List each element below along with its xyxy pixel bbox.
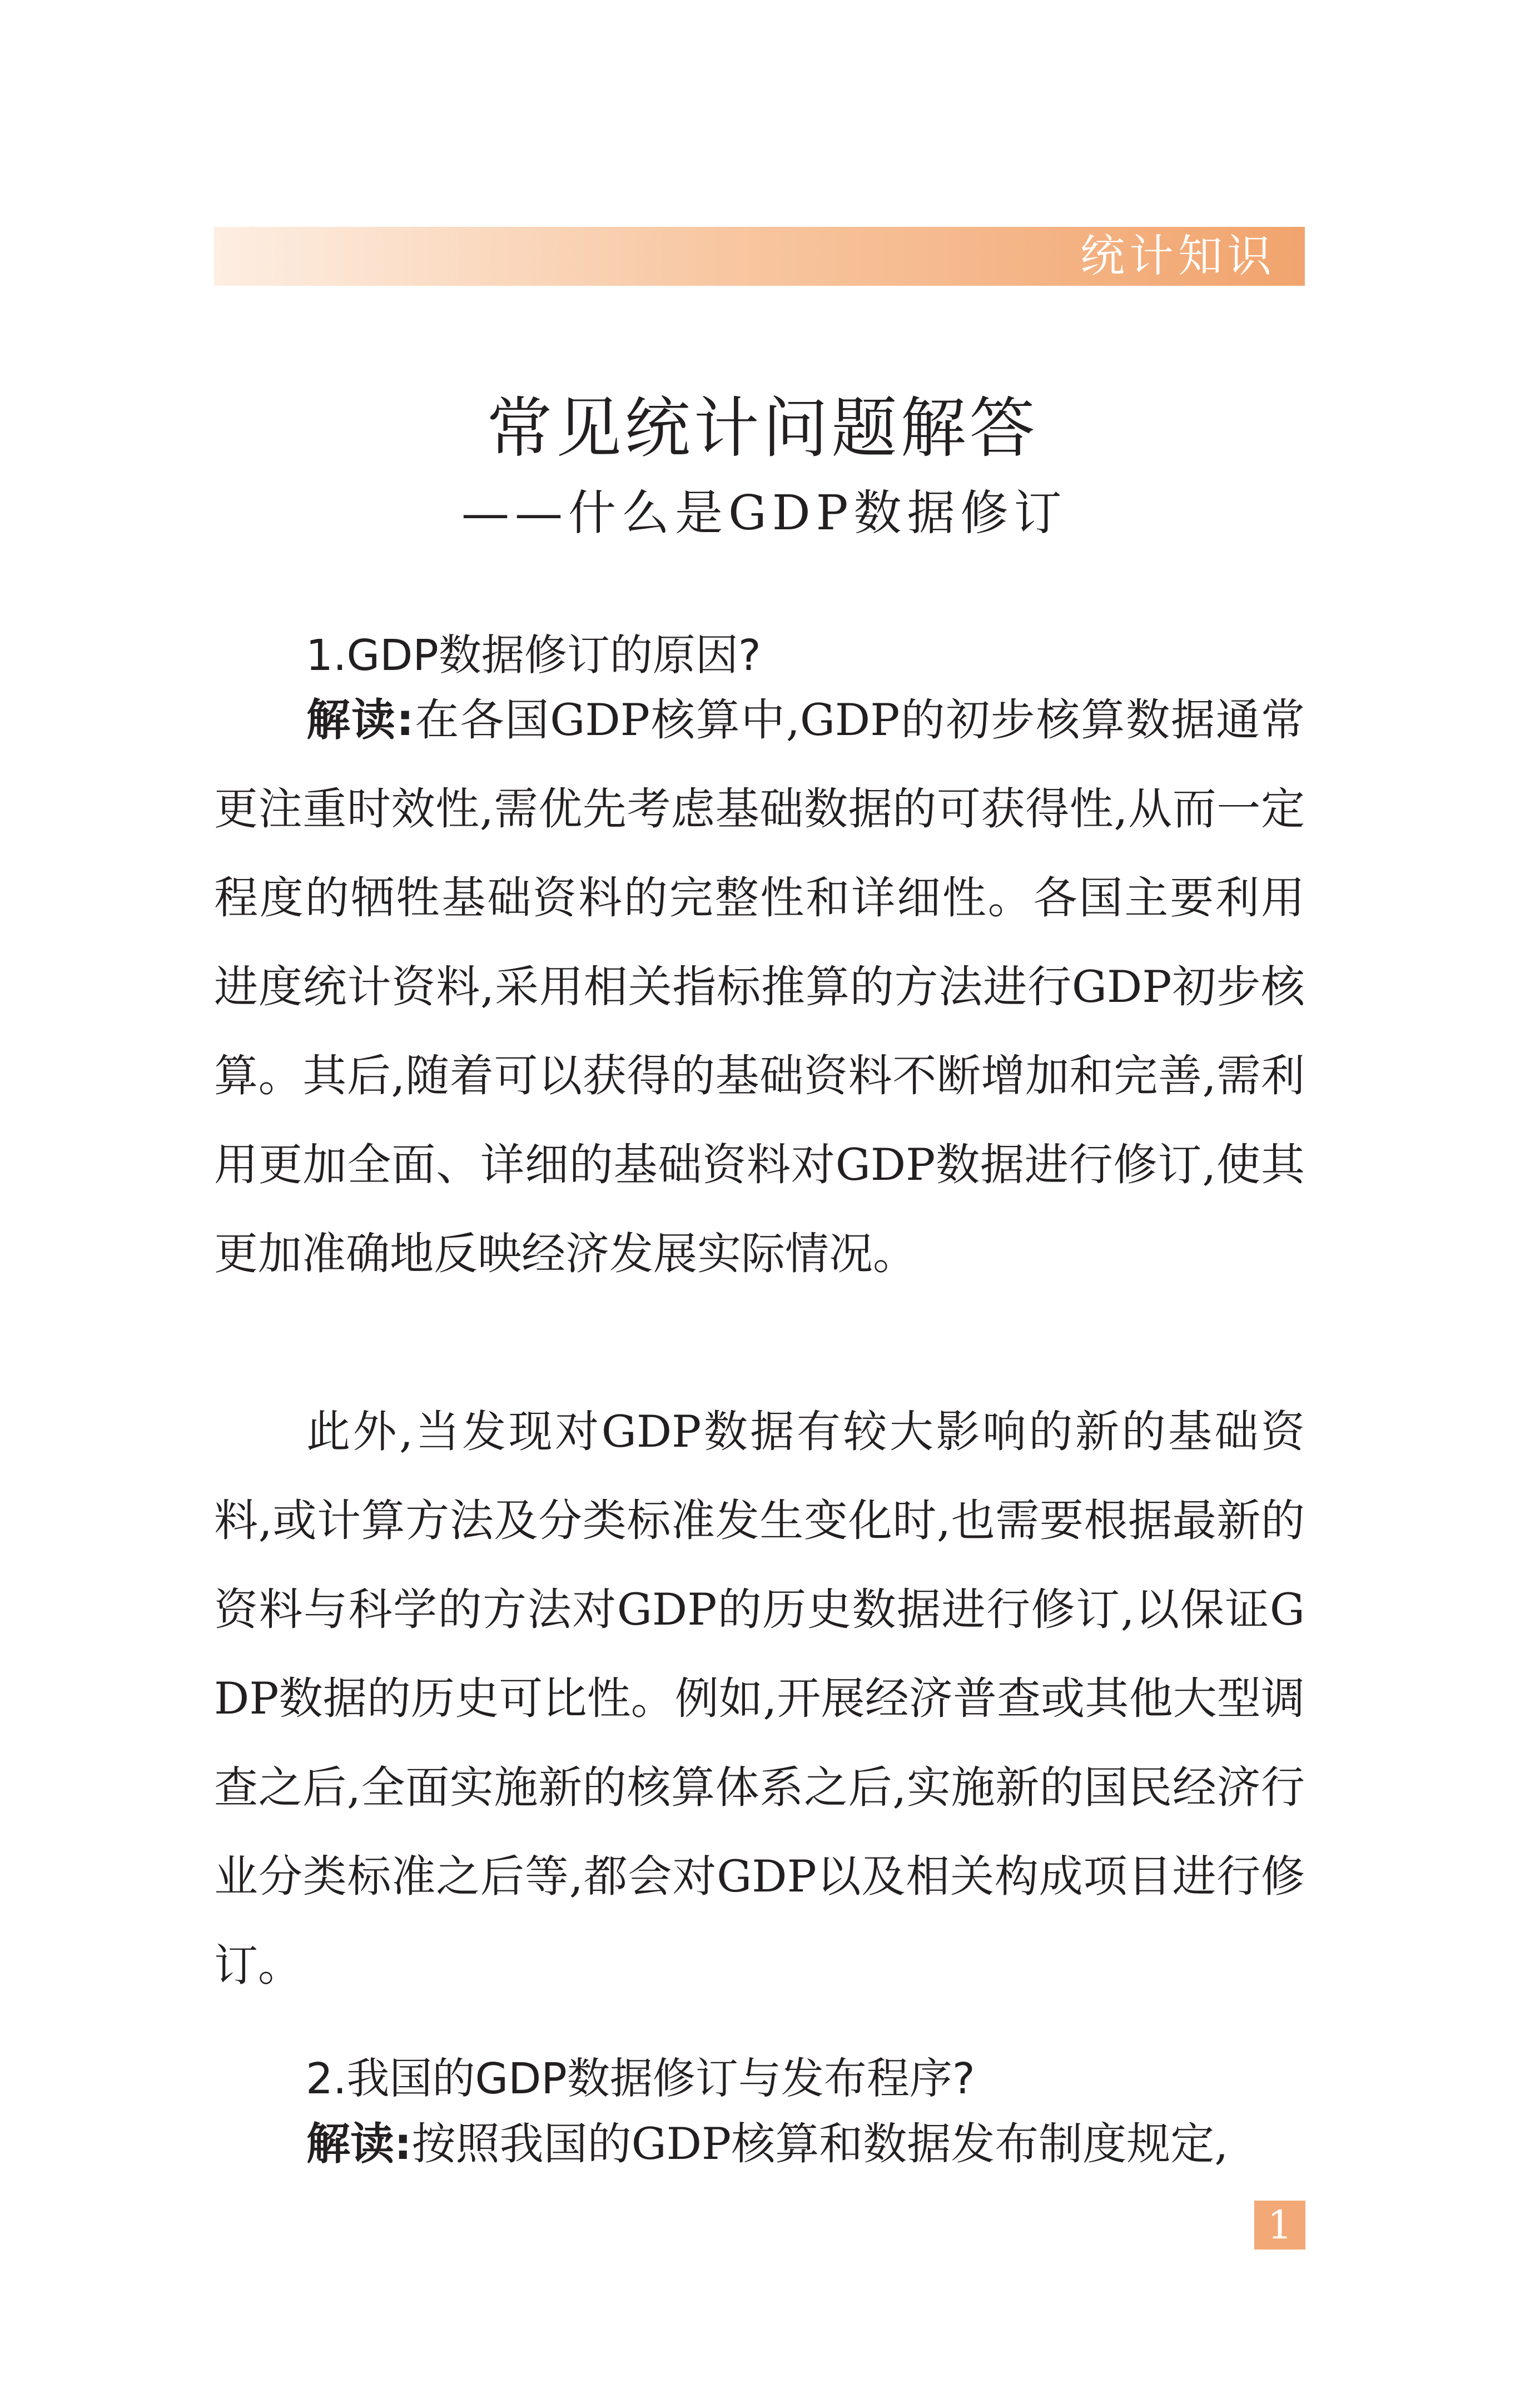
answer-lead-label: 解读:: [306, 694, 414, 746]
question-1-heading: 1.GDP数据修订的原因?: [306, 631, 761, 681]
section-banner: [214, 227, 1305, 286]
article-title: 常见统计问题解答: [486, 390, 1039, 466]
article-subtitle: ——什么是GDP数据修订: [461, 485, 1067, 541]
question-1-answer-paragraph-1: [214, 676, 1305, 1298]
question-2-heading: 2.我国的GDP数据修订与发布程序?: [306, 2054, 975, 2104]
page-number: 1: [1254, 2201, 1305, 2250]
question-1-answer-paragraph-2: [214, 1387, 1305, 2010]
paragraph-text: 此外,当发现对GDP数据有较大影响的新的基础资料,或计算方法及分类标准发生变化时,也需要根据最新的资料与科学的方法对GDP的历史数据进行修订,以保证GDP数据的历史可比性。例如,开展经济普查或其他大型调查之后,全面实施新的核算体系之后,实施新的国民经济行业分类标准之后等,都会对GDP以及相关构成项目进行修订。: [214, 1406, 1305, 1991]
question-2-answer-paragraph-1: [214, 2099, 1305, 2188]
paragraph-text: 在各国GDP核算中,GDP的初步核算数据通常更注重时效性,需优先考虑基础数据的可获得性,从而一定程度的牺牲基础资料的完整性和详细性。各国主要利用进度统计资料,采用相关指标推算的方法进行GDP初步核算。其后,随着可以获得的基础资料不断增加和完善,需利用更加全面、详细的基础资料对GDP数据进行修订,使其更加准确地反映经济发展实际情况。: [214, 694, 1305, 1279]
answer-lead-label: 解读:: [306, 2118, 412, 2169]
paragraph-text: 按照我国的GDP核算和数据发布制度规定,: [411, 2118, 1229, 2169]
section-label: 统计知识: [1080, 230, 1276, 282]
